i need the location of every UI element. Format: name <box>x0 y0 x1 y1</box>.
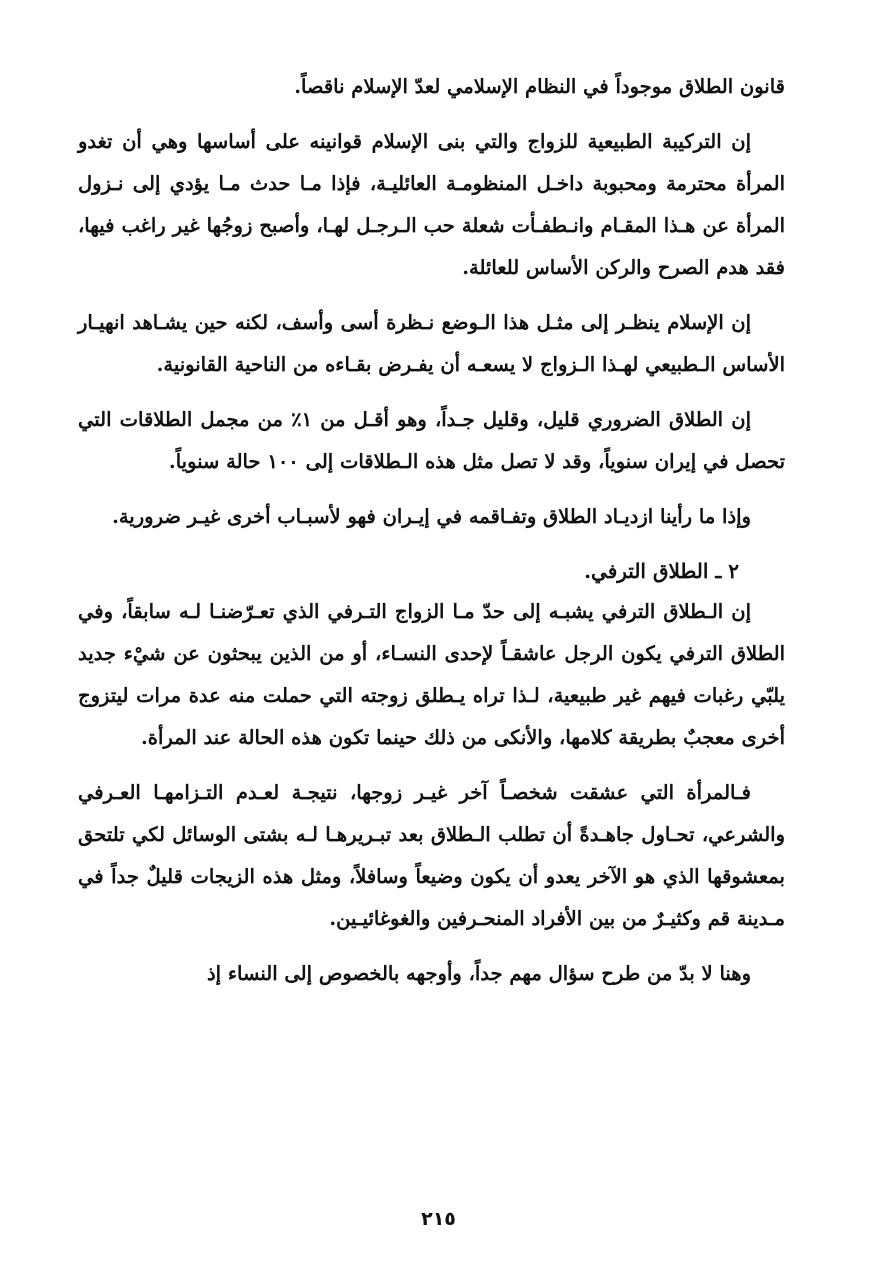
paragraph-luxury-divorce: إن الـطلاق الترفي يشبـه إلى حدّ مـا الزواج التـرفي الذي تعـرّضنـا لـه سابقاً، وفي الطلاق الترفي يكون الرجل عاشقـاً لإحدى النسـاء، أو من الذين يبحثون عن شيْء جديد يلبّي رغبات فيهم غير طبيعية، لـذا تراه يـطلق زوجته التي حملت منه عدة مرات ليتزوج أخرى معجبٌ بطريقة كلامها، والأنكى من ذلك حينما تكون هذه الحالة عند المرأة. <box>78 600 785 749</box>
paragraph-question: وهنا لا بدّ من طرح سؤال مهم جداً، وأوجهه بالخصوص إلى النساء إذ <box>206 962 751 985</box>
paragraph-islam-view: إن الإسلام ينظـر إلى مثـل هذا الـوضع نـظرة أسى وأسف، لكنه حين يشـاهد انهيـار الأساس الـطبيعي لهـذا الـزواج لا يسعـه أن يفـرض بقـاءه من الناحية القانونية. <box>78 311 785 376</box>
paragraph-continued: قانون الطلاق موجوداً في النظام الإسلامي لعدّ الإسلام ناقصاً. <box>294 75 785 98</box>
paragraph-natural-marriage: إن التركيبة الطبيعية للزواج والتي بنى الإسلام قوانينه على أساسها وهي أن تغدو المرأة محترمة ومحبوبة داخـل المنظومـة العائليـة، فإذا مـا حدث مـا يؤدي إلى نـزول المرأة عن هـذا المقـام وانـطفـأت شعلة حب الـرجـل لهـا، وأصبح زوجُها غير راغب فيها، فقد هدم الصرح والركن الأساس للعائلة. <box>78 130 785 279</box>
section-title: الطلاق الترفي. <box>584 559 709 583</box>
page-number: ٢١٥ <box>421 1208 456 1230</box>
section-heading <box>78 551 785 591</box>
paragraph-woman-infatuation: فـالمرأة التي عشقت شخصـاً آخر غيـر زوجها، نتيجـة لعـدم التـزامهـا العـرفي والشرعي، تحـاول جاهـدةً أن تطلب الـطلاق بعد تبـريرهـا لـه بشتى الوسائل لكي تلتحق بمعشوقها الذي هو الآخر يعدو أن يكون وضيعاً وسافلاً، ومثل هذه الزيجات قليلٌ جداً في مـدينة قم وكثيـرٌ من بين الأفراد المنحـرفين والغوغائيـين. <box>78 781 785 930</box>
paragraph-divorce-increase: وإذا ما رأينا ازديـاد الطلاق وتفـاقمه في إيـران فهو لأسبـاب أخرى غيـر ضرورية. <box>112 505 751 528</box>
section-number: ٢ ـ <box>715 559 739 583</box>
body-text <box>78 66 785 1008</box>
paragraph-necessary-divorce: إن الطلاق الضروري قليل، وقليل جـداً، وهو أقـل من ١٪ من مجمل الطلاقات التي تحصل في إيران سنوياً، وقد لا تصل مثل هذه الـطلاقات إلى ١٠٠ حالة سنوياً. <box>78 408 785 473</box>
